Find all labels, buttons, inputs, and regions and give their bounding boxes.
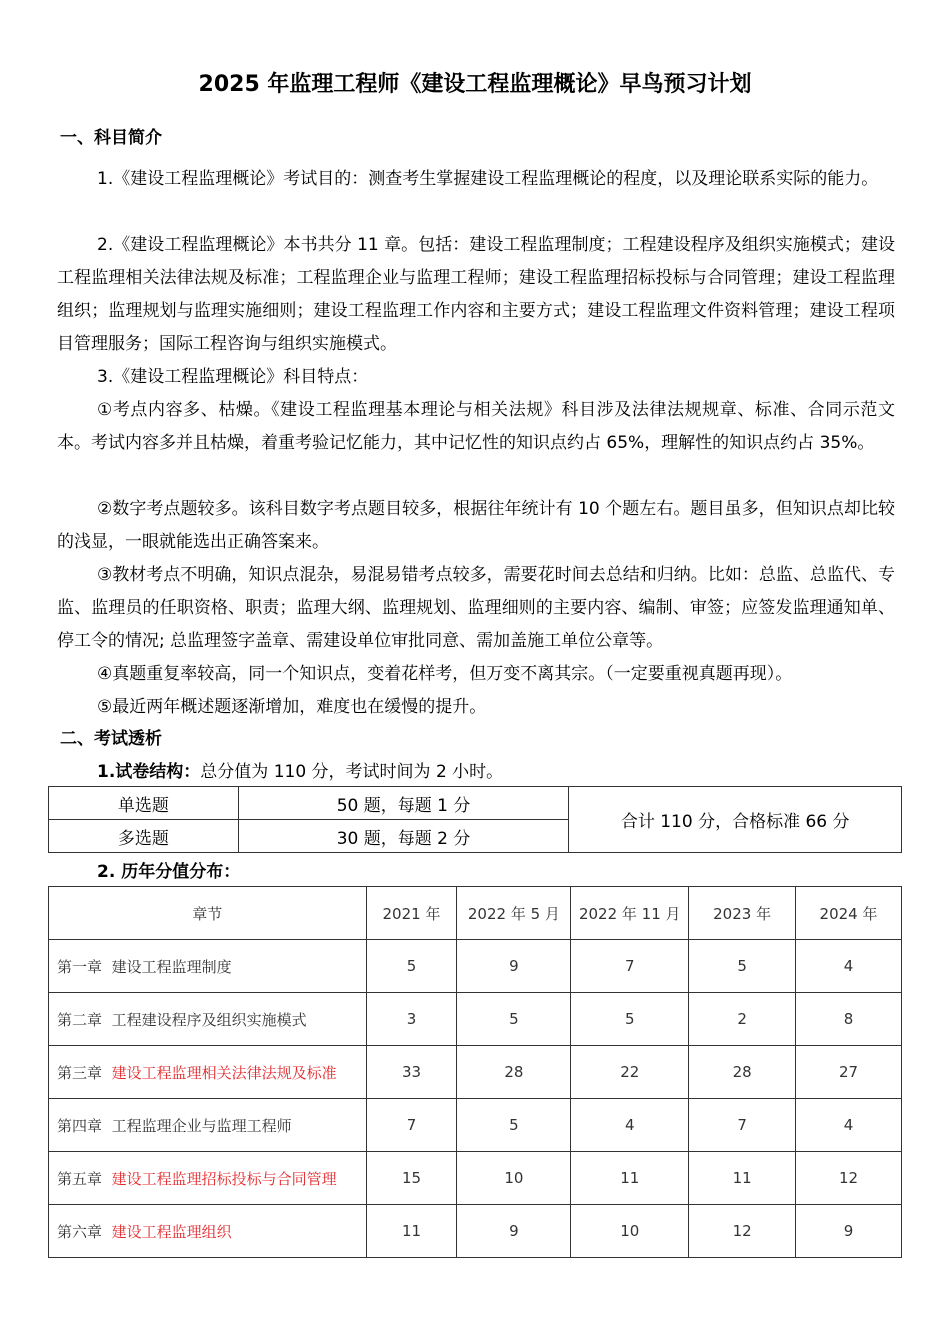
score-cell: 12 <box>689 1205 796 1258</box>
table-row <box>49 1205 902 1258</box>
column-header: 2022 年 5 月 <box>457 887 571 940</box>
score-cell: 4 <box>571 1099 689 1152</box>
score-cell: 28 <box>689 1046 796 1099</box>
table-row <box>49 787 902 820</box>
score-summary-cell: 合计 110 分，合格标准 66 分 <box>569 787 902 853</box>
question-detail-cell: 30 题，每题 2 分 <box>238 820 569 853</box>
paragraph-exam-purpose: 1.《建设工程监理概论》考试目的：测查考生掌握建设工程监理概论的程度，以及理论联系实际的能力。 <box>97 169 879 189</box>
table-header-row <box>49 887 902 940</box>
paragraph-feature-5: ⑤最近两年概述题逐渐增加，难度也在缓慢的提升。 <box>97 697 487 717</box>
score-cell: 28 <box>457 1046 571 1099</box>
column-header: 2021 年 <box>366 887 457 940</box>
score-distribution-table <box>48 886 902 1258</box>
table-row <box>49 1046 902 1099</box>
score-cell: 22 <box>571 1046 689 1099</box>
score-cell: 11 <box>366 1205 457 1258</box>
paragraph-feature-4: ④真题重复率较高，同一个知识点，变着花样考，但万变不离其宗。（一定要重视真题再现）。 <box>97 664 793 684</box>
table-row <box>49 940 902 993</box>
chapter-cell <box>49 1152 367 1205</box>
score-cell: 2 <box>689 993 796 1046</box>
table-row <box>49 993 902 1046</box>
score-cell: 5 <box>366 940 457 993</box>
chapter-number: 第三章 <box>57 1063 103 1082</box>
score-cell: 5 <box>457 1099 571 1152</box>
chapter-number: 第二章 <box>57 1010 103 1029</box>
question-type-cell: 多选题 <box>49 820 239 853</box>
chapter-name: 建设工程监理组织 <box>111 1222 232 1241</box>
score-cell: 4 <box>796 940 902 993</box>
paragraph-features-intro: 3.《建设工程监理概论》科目特点： <box>97 367 369 387</box>
score-cell: 11 <box>571 1152 689 1205</box>
score-cell: 33 <box>366 1046 457 1099</box>
section-heading-intro: 一、科目简介 <box>60 128 162 148</box>
column-header: 2022 年 11 月 <box>571 887 689 940</box>
score-cell: 7 <box>366 1099 457 1152</box>
chapter-name: 工程监理企业与监理工程师 <box>111 1116 292 1135</box>
chapter-number: 第四章 <box>57 1116 103 1135</box>
chapter-name: 建设工程监理相关法律法规及标准 <box>111 1063 337 1082</box>
score-cell: 9 <box>457 940 571 993</box>
score-cell: 5 <box>689 940 796 993</box>
column-header: 2024 年 <box>796 887 902 940</box>
table-row <box>49 1152 902 1205</box>
chapter-name: 工程建设程序及组织实施模式 <box>111 1010 307 1029</box>
chapter-cell <box>49 993 367 1046</box>
chapter-number: 第一章 <box>57 957 103 976</box>
score-cell: 10 <box>457 1152 571 1205</box>
score-cell: 3 <box>366 993 457 1046</box>
column-header: 章节 <box>49 887 367 940</box>
exam-structure-text: 总分值为 110 分，考试时间为 2 小时。 <box>200 762 504 782</box>
distribution-label: 2. 历年分值分布： <box>97 862 241 882</box>
section-heading-exam: 二、考试透析 <box>60 729 162 749</box>
chapter-cell <box>49 1099 367 1152</box>
chapter-cell <box>49 1046 367 1099</box>
question-detail-cell: 50 题，每题 1 分 <box>238 787 569 820</box>
score-cell: 5 <box>457 993 571 1046</box>
score-cell: 12 <box>796 1152 902 1205</box>
table-row <box>49 1099 902 1152</box>
exam-structure-line <box>97 760 503 784</box>
paragraph-feature-2: ②数字考点题较多。该科目数字考点题目较多，根据往年统计有 10 个题左右。题目虽多，但知识点却比较的浅显，一眼就能选出正确答案来。 <box>57 499 895 552</box>
chapter-number: 第五章 <box>57 1169 103 1188</box>
chapter-cell <box>49 940 367 993</box>
chapter-name: 建设工程监理招标投标与合同管理 <box>111 1169 337 1188</box>
chapter-name: 建设工程监理制度 <box>111 957 232 976</box>
score-cell: 4 <box>796 1099 902 1152</box>
column-header: 2023 年 <box>689 887 796 940</box>
score-cell: 9 <box>457 1205 571 1258</box>
score-cell: 9 <box>796 1205 902 1258</box>
score-cell: 10 <box>571 1205 689 1258</box>
score-cell: 7 <box>571 940 689 993</box>
score-cell: 27 <box>796 1046 902 1099</box>
question-type-cell: 单选题 <box>49 787 239 820</box>
paragraph-chapters: 2.《建设工程监理概论》本书共分 11 章。包括：建设工程监理制度；工程建设程序及组织实施模式；建设工程监理相关法律法规及标准；工程监理企业与监理工程师；建设工程监理招标投标与合同管理；建设工程监理组织；监理规划与监理实施细则；建设工程监理工作内容和主要方式；建设工程监理文件资料管理；建设工程项目管理服务；国际工程咨询与组织实施模式。 <box>57 235 895 354</box>
exam-structure-table <box>48 786 902 853</box>
paragraph-feature-1: ①考点内容多、枯燥。《建设工程监理基本理论与相关法规》科目涉及法律法规规章、标准、合同示范文本。考试内容多并且枯燥，着重考验记忆能力，其中记忆性的知识点约占 65%，理解性的知识点约占 35%。 <box>57 400 895 453</box>
chapter-cell <box>49 1205 367 1258</box>
score-cell: 7 <box>689 1099 796 1152</box>
paragraph-feature-3: ③教材考点不明确，知识点混杂，易混易错考点较多，需要花时间去总结和归纳。比如：总监、总监代、专监、监理员的任职资格、职责；监理大纲、监理规划、监理细则的主要内容、编制、审签；应签发监理通知单、停工令的情况; 总监理签字盖章、需建设单位审批同意、需加盖施工单位公章等。 <box>57 565 895 651</box>
score-cell: 11 <box>689 1152 796 1205</box>
score-cell: 5 <box>571 993 689 1046</box>
score-cell: 8 <box>796 993 902 1046</box>
exam-structure-label: 1.试卷结构： <box>97 762 201 782</box>
page-title: 2025 年监理工程师《建设工程监理概论》早鸟预习计划 <box>198 72 752 97</box>
score-cell: 15 <box>366 1152 457 1205</box>
chapter-number: 第六章 <box>57 1222 103 1241</box>
